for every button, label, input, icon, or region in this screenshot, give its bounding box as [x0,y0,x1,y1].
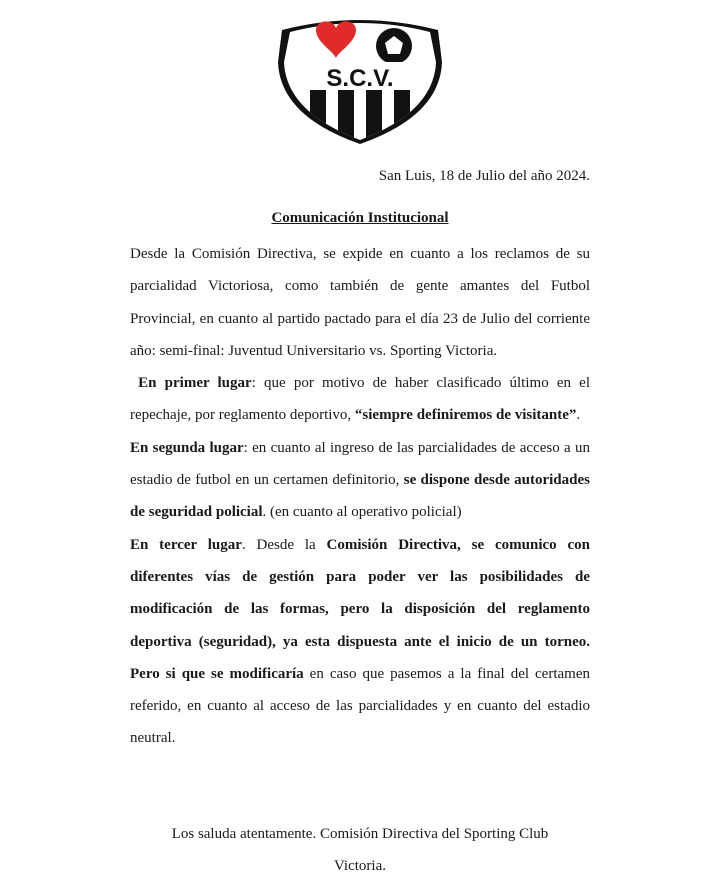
letter-closing [0,818,720,882]
first-point-lead: En primer lugar [138,375,252,392]
paragraph-first-point [130,367,590,432]
closing-line-2: Victoria. [334,858,386,874]
paragraph-second-point [130,432,590,529]
paragraph-intro: Desde la Comisión Directiva, se expide en cuanto a los reclamos de su parcialidad Victoriosa, como también de gente amantes del Futbol Provincial, en cuanto al partido pactado para el día 23 de Julio del corriente año: semi-final: Juventud Universitario vs. Sporting Victoria. [130,246,590,359]
third-point-bold: Comisión Directiva, se comunico con diferentes vías de gestión para poder ver las posibilidades de modificación de las formas, pero la disposición del reglamento deportiva (seguridad), ya esta dispuesta ante el inicio de un torneo. Pero si que se modificaría [130,536,590,682]
second-point-text: : en cuanto al ingreso de las parcialidades de acceso a un estadio de futbol en un certamen definitorio, [130,439,590,489]
third-point-lead: En tercer lugar [130,536,242,553]
first-point-text: : que por motivo de haber clasificado último en el repechaje, por reglamento deportivo, [130,375,590,424]
second-point-lead: En segunda lugar [130,439,244,456]
paragraph-third-point [130,529,590,755]
third-point-end: en caso que pasemos a la final del certamen referido, en cuanto al acceso de las parcialidades y en cuanto del estadio neutral. [130,665,590,747]
third-point-text: . Desde la [241,536,327,553]
first-point-end: . [576,407,581,424]
first-point-bold: “siempre definiremos de visitante” [354,407,577,424]
crest-text: S.C.V. [326,65,394,92]
letter-title: Comunicación Institucional [271,210,449,226]
letter-body [130,238,590,755]
second-point-bold: se dispone desde autoridades de seguridad policial [130,472,590,521]
club-crest-logo [276,12,444,144]
closing-line-1: Los saluda atentamente. Comisión Directiva del Sporting Club [171,826,549,842]
letter-date: San Luis, 18 de Julio del año 2024. [378,168,590,184]
second-point-end: . (en cuanto al operativo policial) [262,504,462,521]
